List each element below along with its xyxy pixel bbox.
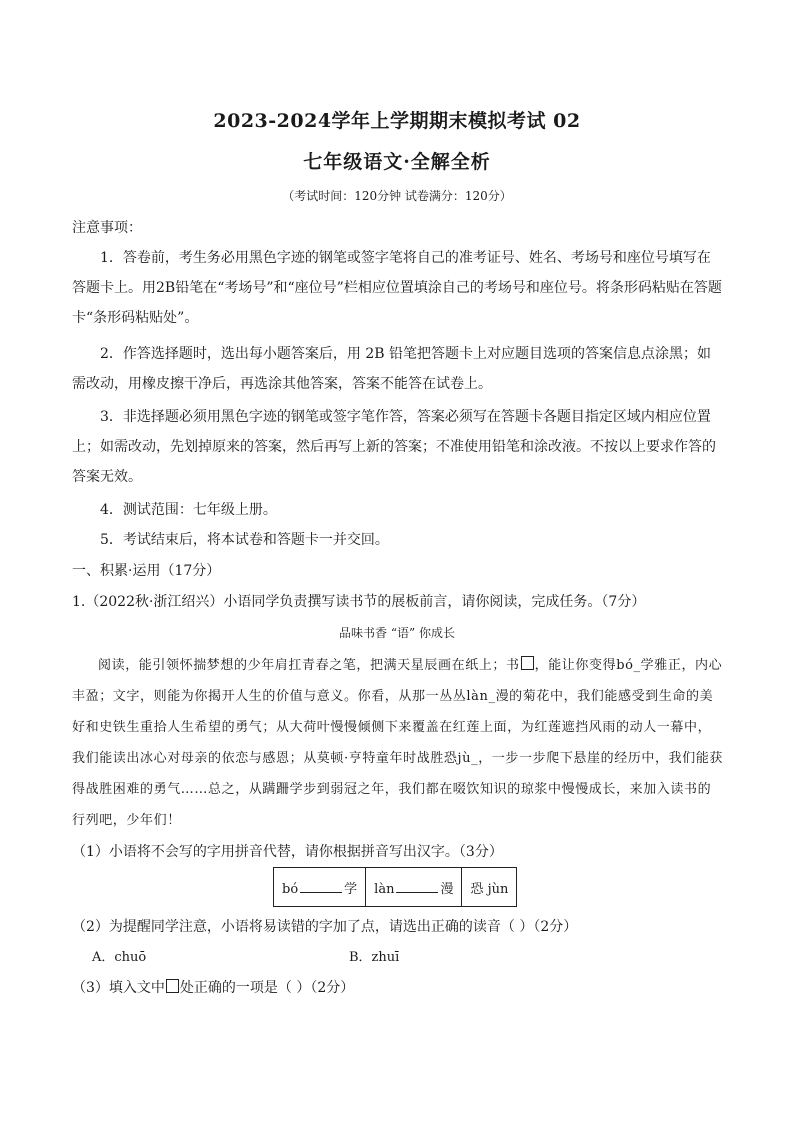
note-item-4: 4．测试范围：七年级上册。 bbox=[100, 502, 277, 518]
sub3-text-after: 处正确的一项是（ ）（2分） bbox=[179, 980, 355, 996]
exam-subtitle: 七年级语文·全解全析 bbox=[303, 151, 491, 173]
blank-box-icon bbox=[166, 979, 179, 993]
sub-question-1: （1）小语将不会写的字用拼音代替，请你根据拼音写出汉字。（3分） bbox=[72, 844, 503, 860]
pinyin-text: bó bbox=[282, 881, 299, 897]
note-item-3: 3．非选择题必须用黑色字迹的钢笔或签字笔作答，答案必须写在答题卡各题目指定区域内相应位置上；如需改动，先划掉原来的答案，然后再写上新的答案；不准使用铅笔和涂改液。不按以上要求作答的答案无效。 bbox=[72, 409, 716, 485]
option-a[interactable]: A．chuō bbox=[92, 950, 147, 965]
pinyin-cell-3[interactable] bbox=[462, 868, 517, 907]
sub3-text-before: （3）填入文中 bbox=[72, 980, 165, 996]
option-b[interactable]: B．zhuī bbox=[349, 950, 400, 965]
question-stem: 1.（2022秋·浙江绍兴）小语同学负责撰写读书节的展板前言，请你阅读，完成任务。（7分） bbox=[72, 594, 646, 610]
pinyin-text: làn bbox=[374, 881, 395, 897]
notes-heading: 注意事项： bbox=[72, 220, 142, 236]
pinyin-char: 漫 bbox=[440, 881, 454, 897]
passage-title: 品味书香 “语” 你成长 bbox=[339, 626, 455, 640]
exam-title: 2023-2024学年上学期期末模拟考试 02 bbox=[213, 110, 581, 132]
blank-box-icon bbox=[521, 656, 534, 670]
note-item-2: 2．作答选择题时，选出每小题答案后，用 2B 铅笔把答题卡上对应题目选项的答案信息点涂黑；如需改动，用橡皮擦干净后，再选涂其他答案，答案不能答在试卷上。 bbox=[72, 346, 712, 392]
section-heading: 一、积累·运用（17分） bbox=[72, 563, 221, 579]
pinyin-table bbox=[273, 867, 517, 907]
answer-blank[interactable] bbox=[300, 880, 342, 893]
passage-part-2: ，能让你变得bó_学雅正，内心丰盈；文字，则能为你揭开人生的价值与意义。你看，从那一丛丛làn_漫的菊花中，我们能感受到生命的美好和史铁生重拾人生希望的勇气；从大荷叶慢慢倾侧下来覆盖在红莲上面，为红莲遮挡风雨的动人一幕中，我们能读出冰心对母亲的依恋与感恩；从莫顿·亨特童年时战胜恐jù_，一步一步爬下悬崖的经历中，我们能获得战胜困难的勇气……总之，从蹒跚学步到弱冠之年，我们都在啜饮知识的琼浆中慢慢成长，来加入读书的行列吧，少年们！ bbox=[72, 658, 724, 828]
passage-text bbox=[72, 650, 724, 836]
pinyin-text: 恐 jùn bbox=[470, 881, 509, 897]
pinyin-cell-1[interactable] bbox=[274, 868, 366, 907]
pinyin-cell-2[interactable] bbox=[366, 868, 462, 907]
note-item-1: 1．答卷前，考生务必用黑色字迹的钢笔或签字笔将自己的准考证号、姓名、考场号和座位号填写在答题卡上。用2B铅笔在“考场号”和“座位号”栏相应位置填涂自己的考场号和座位号。将条形码粘贴在答题卡“条形码粘贴处”。 bbox=[72, 250, 722, 326]
note-item-5: 5．考试结束后，将本试卷和答题卡一并交回。 bbox=[100, 532, 389, 548]
pinyin-char: 学 bbox=[344, 881, 358, 897]
sub-question-3 bbox=[72, 973, 724, 1003]
exam-info: （考试时间：120分钟 试卷满分：120分） bbox=[282, 189, 512, 203]
sub-question-2: （2）为提醒同学注意，小语将易读错的字加了点，请选出正确的读音（ ）（2分） bbox=[72, 919, 578, 935]
passage-part-1: 阅读，能引领怀揣梦想的少年肩扛青春之笔，把满天星辰画在纸上；书 bbox=[98, 658, 520, 673]
answer-blank[interactable] bbox=[396, 880, 438, 893]
